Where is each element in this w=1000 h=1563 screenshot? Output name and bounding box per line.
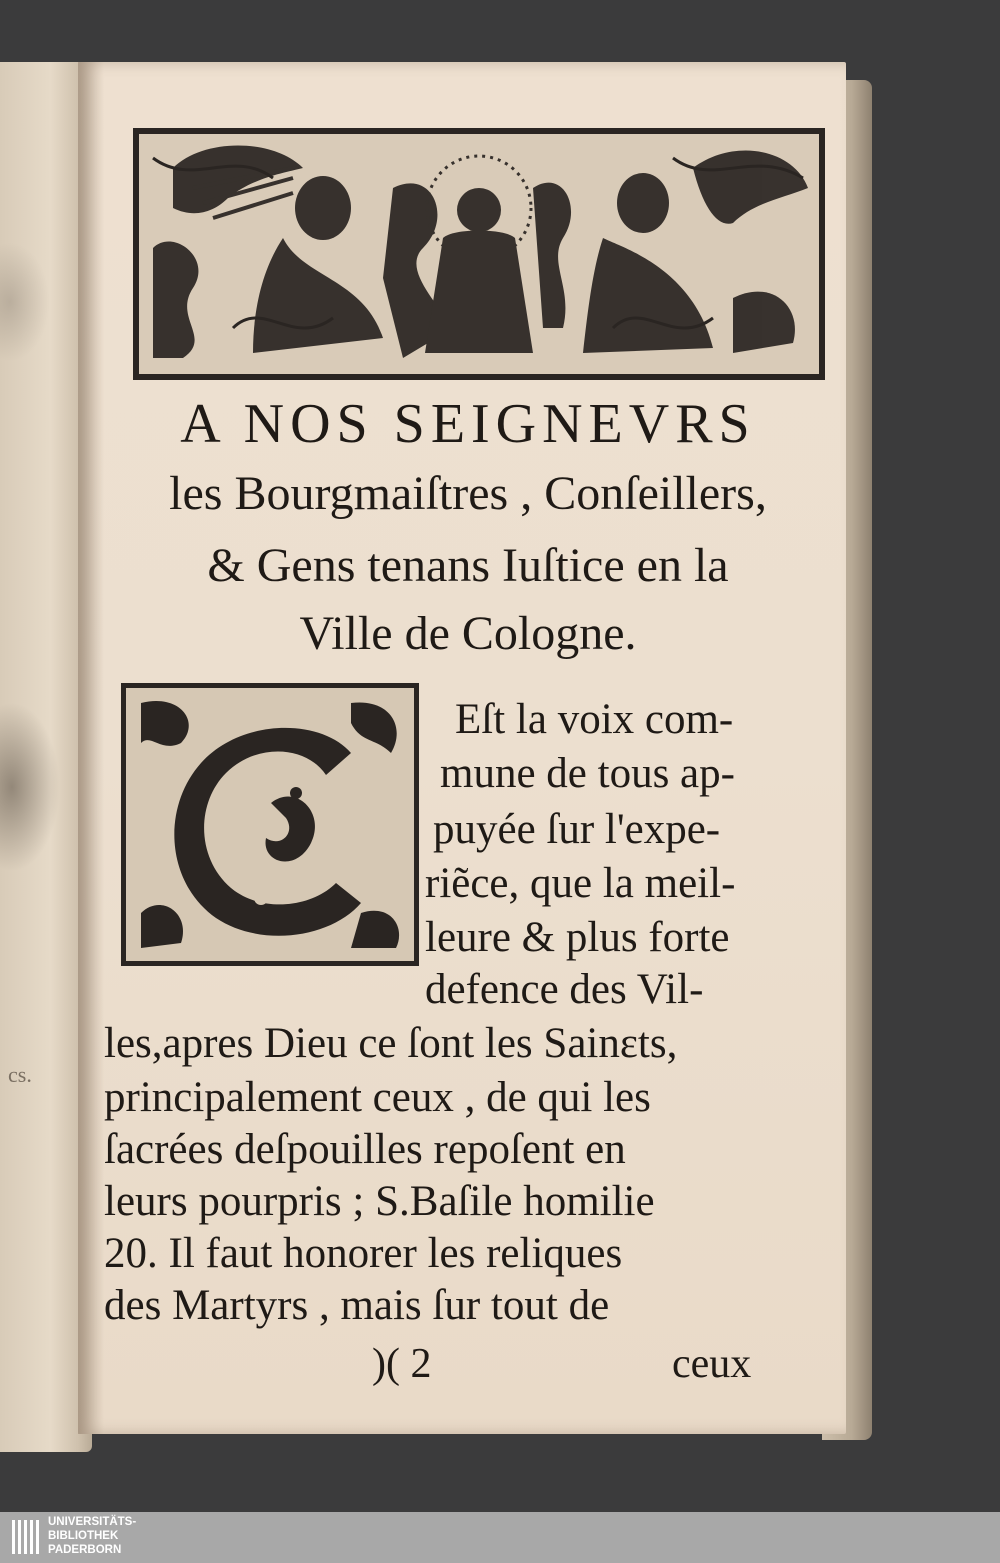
left-page-fragment: cs.	[8, 1062, 32, 1087]
body-text-line: riẽce, que la meil-	[425, 860, 736, 907]
body-text-line: ſacrées deſpouilles repoſent en	[104, 1126, 626, 1173]
library-name-line: UNIVERSITÄTS-	[48, 1516, 137, 1528]
dedication-title: A NOS SEIGNEVRS	[180, 393, 756, 455]
body-text-line: Eſt la voix com-	[455, 696, 734, 743]
body-text-line: mune de tous ap-	[440, 750, 735, 797]
signature-mark: )( 2	[372, 1341, 432, 1387]
body-text-line: puyée ſur l'expe-	[433, 806, 721, 853]
catchword: ceux	[672, 1341, 752, 1387]
body-text-line: leurs pourpris ; S.Baſile homilie	[104, 1178, 655, 1225]
body-text-line: les,apres Dieu ce ſont les Sainɛts,	[104, 1020, 678, 1067]
library-name	[48, 1515, 136, 1557]
body-text-line: leure & plus forte	[425, 914, 730, 961]
body-text-line: des Martyrs , mais ſur tout de	[104, 1282, 610, 1329]
woodcut-headpiece	[133, 128, 825, 380]
library-name-line: PADERBORN	[48, 1544, 122, 1556]
dedication-subtitle-line: & Gens tenans Iuſtice en la	[207, 539, 729, 592]
body-text-line: 20. Il faut honorer les reliques	[104, 1230, 623, 1277]
ink-bleed	[0, 242, 50, 362]
gutter-shadow	[78, 62, 104, 1434]
library-logo-icon	[12, 1516, 42, 1558]
ink-bleed	[0, 702, 60, 872]
body-text-line: defence des Vil-	[425, 966, 704, 1013]
library-name-line: BIBLIOTHEK	[48, 1530, 119, 1542]
body-text-line: principalement ceux , de qui les	[104, 1074, 651, 1121]
dedication-subtitle-line: Ville de Cologne.	[299, 607, 637, 660]
decorated-initial	[121, 683, 419, 966]
dedication-subtitle-line: les Bourgmaiſtres , Conſeillers,	[169, 467, 767, 520]
library-footer	[0, 1512, 1000, 1563]
